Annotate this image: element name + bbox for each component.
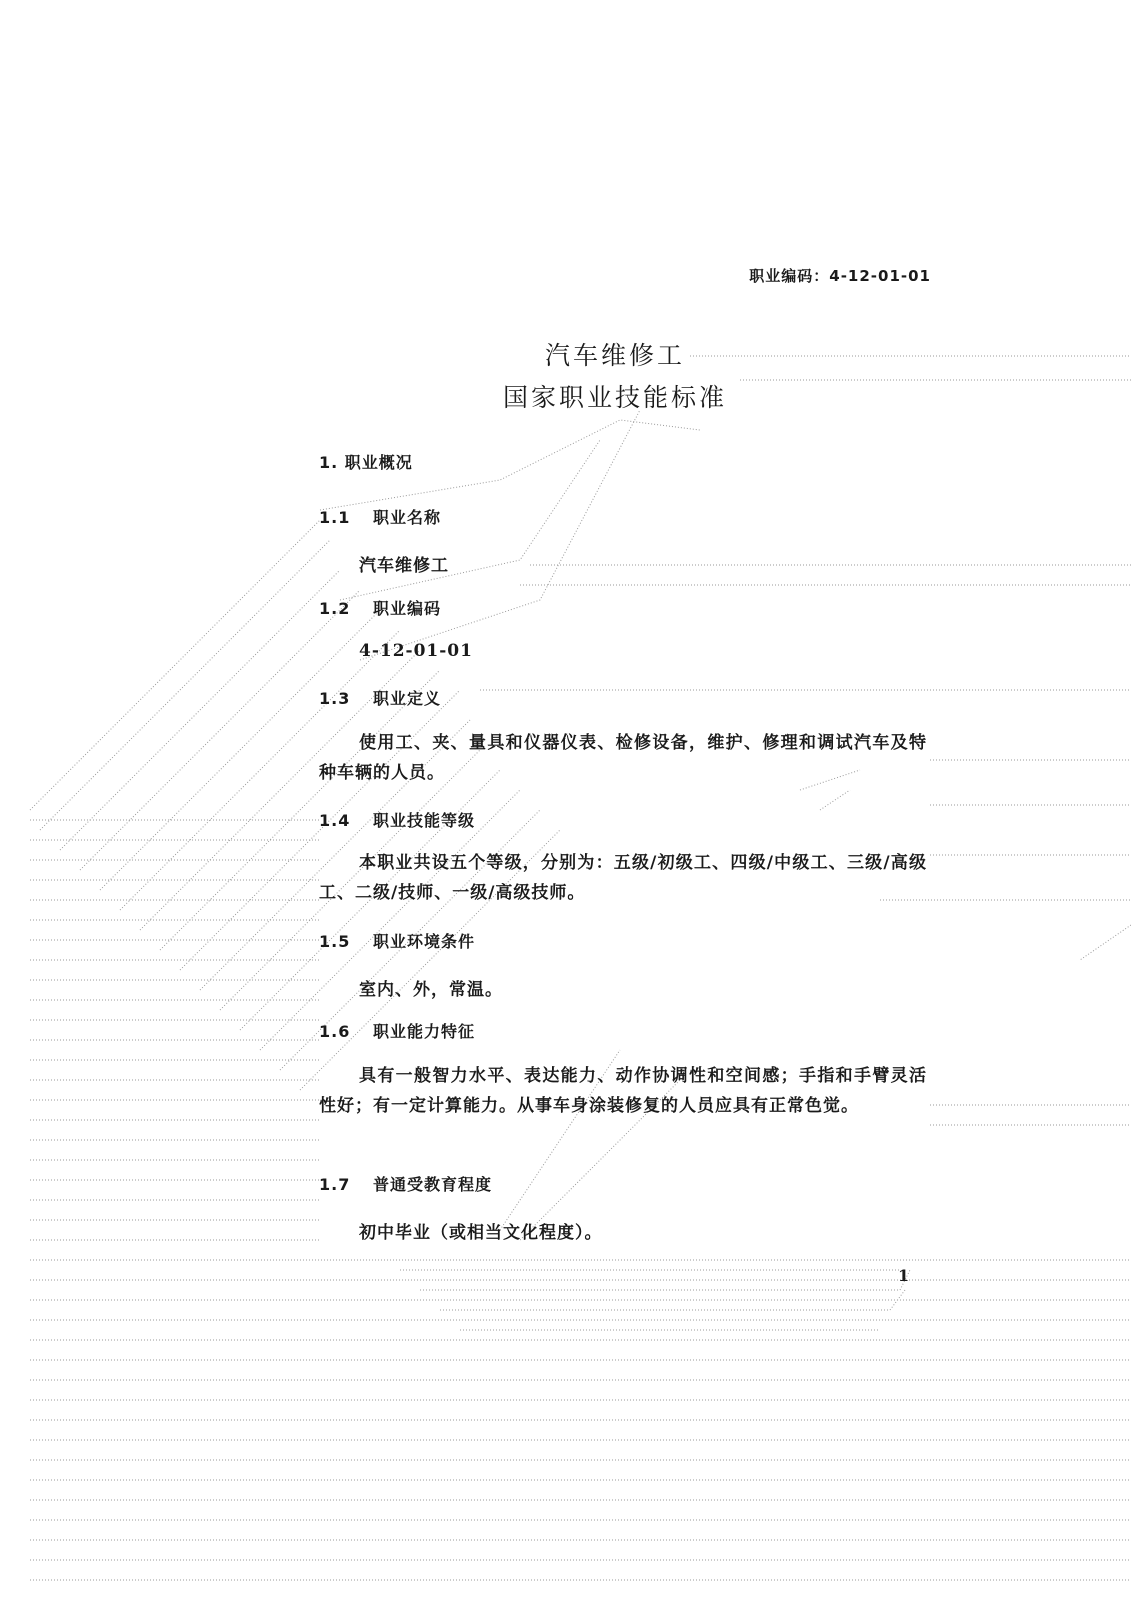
section-heading-1-5	[319, 929, 475, 952]
section-number: 1.2	[319, 599, 351, 618]
section-title: 职业技能等级	[373, 811, 476, 830]
section-number: 1.1	[319, 508, 351, 527]
section-number: 1.6	[319, 1022, 351, 1041]
section-number: 1.5	[319, 932, 351, 951]
section-title: 职业定义	[373, 689, 442, 708]
section-heading-1-2	[319, 596, 441, 619]
section-heading-1-4	[319, 808, 475, 831]
section-title: 普通受教育程度	[373, 1175, 493, 1194]
section-body-1-6: 具有一般智力水平、表达能力、动作协调性和空间感；手指和手臂灵活性好；有一定计算能力。从事车身涂装修复的人员应具有正常色觉。	[319, 1066, 927, 1116]
section-heading-1-6	[319, 1019, 475, 1042]
section-heading-1-1	[319, 505, 441, 528]
section-title: 职业名称	[373, 508, 442, 527]
section-body-1-4: 本职业共设五个等级，分别为：五级/初级工、四级/中级工、三级/高级工、二级/技师、一级/高级技师。	[319, 853, 927, 903]
section-body-1-3: 使用工、夹、量具和仪器仪表、检修设备，维护、修理和调试汽车及特种车辆的人员。	[319, 733, 927, 783]
document-title: 汽车维修工	[544, 341, 685, 370]
section-title: 职业能力特征	[373, 1022, 476, 1041]
section-title: 职业环境条件	[373, 932, 476, 951]
section-body-1-1: 汽车维修工	[359, 556, 449, 576]
page-number: 1	[898, 1266, 910, 1285]
section-body-1-2: 4-12-01-01	[359, 641, 473, 661]
occupation-code-header: 职业编码：4-12-01-01	[749, 267, 931, 285]
section-heading-1	[319, 450, 413, 473]
section-body-1-7: 初中毕业（或相当文化程度）。	[359, 1223, 603, 1243]
document-subtitle: 国家职业技能标准	[502, 383, 727, 412]
section-heading-1-text: 1. 职业概况	[319, 453, 413, 472]
section-number: 1.7	[319, 1175, 351, 1194]
section-heading-1-3	[319, 686, 441, 709]
section-heading-1-7	[319, 1172, 492, 1195]
section-title: 职业编码	[373, 599, 442, 618]
section-body-1-5: 室内、外，常温。	[359, 980, 503, 1000]
section-number: 1.4	[319, 811, 351, 830]
section-number: 1.3	[319, 689, 351, 708]
